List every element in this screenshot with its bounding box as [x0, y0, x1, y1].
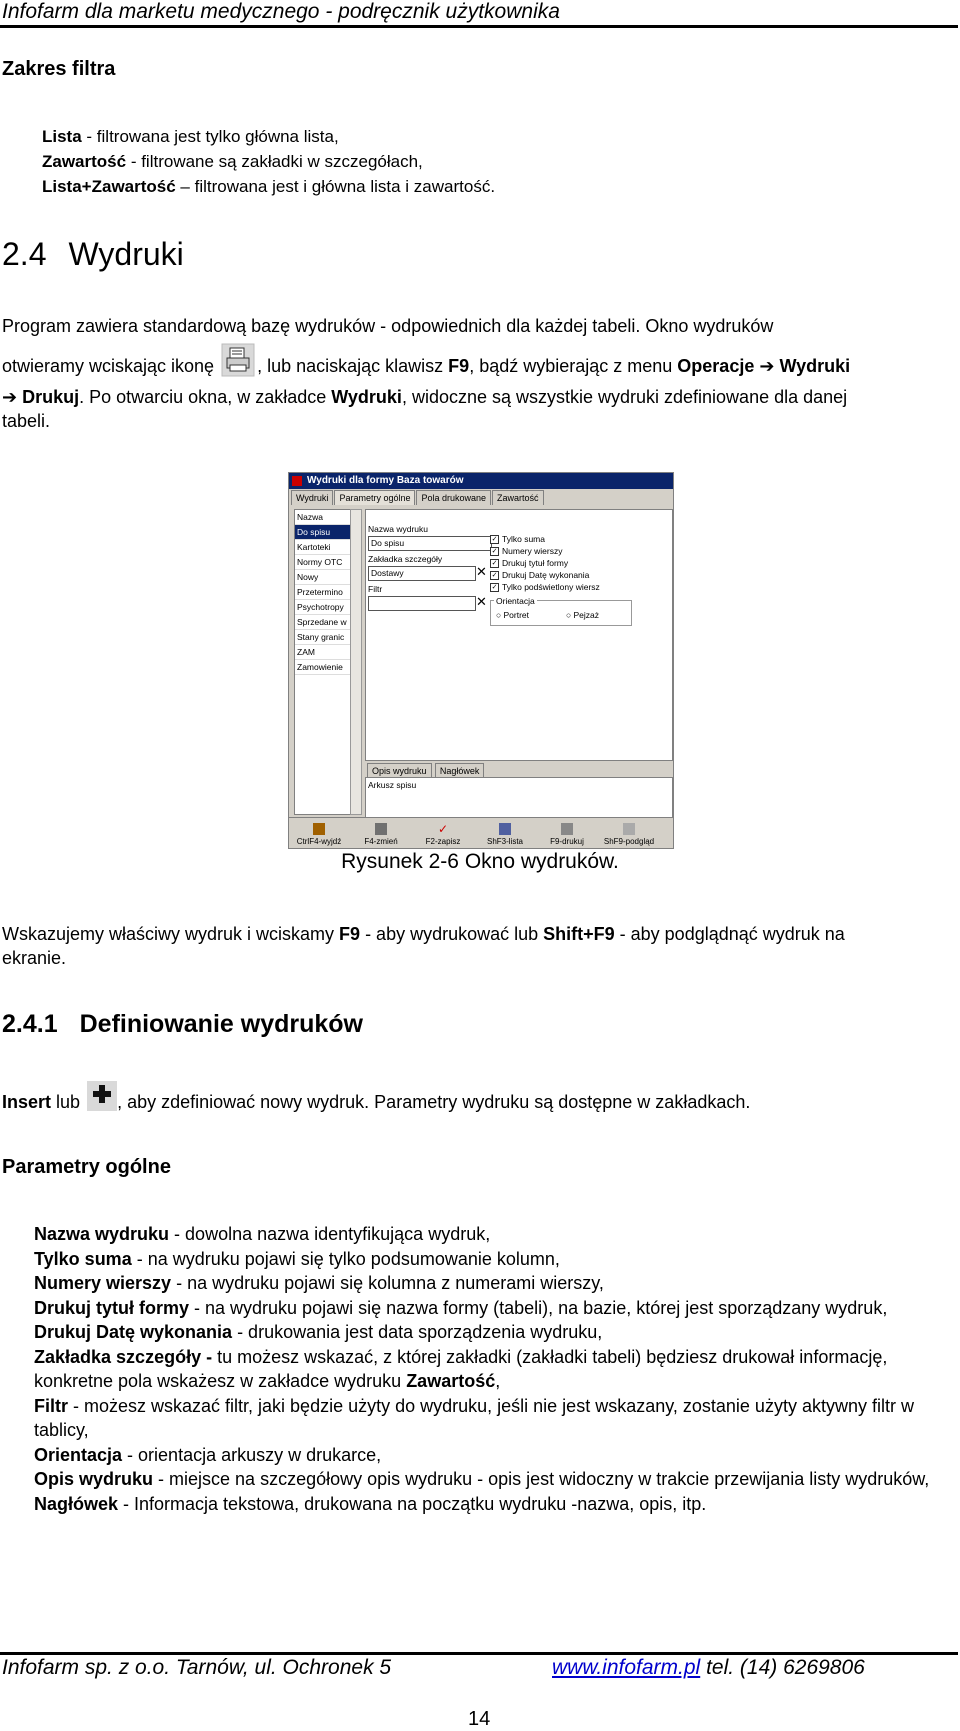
param-item: Zakładka szczegóły - tu możesz wskazać, z której zakładki (zakładki tabeli) będziesz drukował informację, konkretne pola wskażesz w zakładce wydruku Zawartość, [34, 1346, 888, 1391]
figure-caption: Rysunek 2-6 Okno wydruków. [341, 850, 619, 873]
section-title: Wydruki [68, 236, 184, 272]
filter-item [42, 149, 495, 174]
document-header: Infofarm dla marketu medycznego - podręcznik użytkownika [2, 0, 560, 23]
tab-opis[interactable]: Opis wydruku [367, 763, 432, 778]
preview-icon [623, 823, 635, 835]
filter-desc: – filtrowana jest i główna lista i zawartość. [175, 177, 496, 196]
filter-term: Lista+Zawartość [42, 177, 176, 196]
list-item[interactable]: Normy OTC [295, 555, 351, 570]
tab-zawartosc[interactable]: Zawartość [492, 490, 544, 505]
params-panel [365, 509, 673, 761]
save-button[interactable]: ✓ F2-zapisz [425, 822, 461, 846]
param-item: Orientacja - orientacja arkuszy w drukarce, [34, 1444, 382, 1465]
list-item[interactable]: ZAM [295, 645, 351, 660]
para-text: . Po otwarciu okna, w zakładce [79, 387, 332, 407]
param-item: Tylko suma - na wydruku pojawi się tylko podsumowanie kolumn, [34, 1248, 560, 1269]
desc-tabs [367, 763, 485, 778]
list-item[interactable]: Nowy [295, 570, 351, 585]
paragraph-line-2 [2, 350, 958, 382]
key-f9: F9 [448, 356, 470, 376]
filter-select[interactable] [368, 596, 476, 611]
param-item: Nazwa wydruku - dowolna nazwa identyfikująca wydruk, [34, 1224, 491, 1244]
window-title: Wydruki dla formy Baza towarów [307, 475, 464, 486]
preview-button[interactable]: ShF9-podgląd [603, 823, 655, 846]
window-titlebar [289, 473, 673, 489]
radio-pejzaz[interactable]: ○ Pejzaż [566, 610, 600, 620]
list-button[interactable]: ShF3-lista [479, 823, 531, 846]
menu-wydruki: Wydruki [779, 356, 851, 376]
para-text: , bądź wybierając z menu [469, 356, 678, 376]
list-item[interactable]: Kartoteki [295, 540, 351, 555]
param-item: Filtr - możesz wskazać filtr, jaki będzie użyty do wydruku, jeśli nie jest wskazany, zostanie użyty aktywny filtr w tablicy, [34, 1395, 914, 1440]
tab-wydruki: Wydruki [331, 387, 402, 407]
list-icon [499, 823, 511, 835]
list-item[interactable]: Zamowienie [295, 660, 351, 675]
filter-item [42, 124, 495, 149]
param-item: Drukuj Datę wykonania - drukowania jest data sporządzenia wydruku, [34, 1322, 603, 1342]
exit-button[interactable]: CtrlF4-wyjdź [293, 823, 345, 846]
list-item[interactable]: Do spisu [295, 525, 351, 540]
arrow-icon: ➔ [759, 356, 775, 376]
chk-tytul[interactable]: ✓ Drukuj tytuł formy [491, 558, 569, 568]
params-list [34, 1222, 934, 1516]
website-link[interactable]: www.infofarm.pl [552, 1656, 701, 1679]
name-label: Nazwa wydruku [368, 524, 428, 534]
section-number: 2.4 [2, 236, 47, 272]
para-text: , widoczne są wszystkie wydruki zdefiniowane dla danej [401, 387, 848, 407]
para-text: , lub naciskając klawisz [257, 356, 449, 376]
param-item: Nagłówek - Informacja tekstowa, drukowana na początku wydruku -nazwa, opis, itp. [34, 1493, 707, 1514]
footer-company: Infofarm sp. z o.o. Tarnów, ul. Ochronek 5 [2, 1656, 392, 1679]
filter-desc: - filtrowana jest tylko główna lista, [81, 127, 339, 146]
key-insert: Insert [2, 1092, 52, 1112]
arrow-icon: ➔ [2, 387, 18, 407]
filter-term: Lista [42, 127, 82, 146]
param-item: Opis wydruku - miejsce na szczegółowy opis wydruku - opis jest widoczny w trakcie przewijania listy wydruków, [34, 1469, 930, 1489]
filter-heading: Zakres filtra [2, 58, 116, 80]
filter-desc: - filtrowane są zakładki w szczegółach, [126, 152, 423, 171]
edit-button[interactable]: F4-zmień [355, 823, 407, 846]
button-bar [289, 817, 673, 848]
filter-list [42, 124, 495, 199]
chk-tylko-suma[interactable]: ✓ Tylko suma [491, 534, 545, 544]
printout-list[interactable] [294, 509, 352, 815]
page-number: 14 [468, 1708, 491, 1730]
list-item[interactable]: Sprzedane w [295, 615, 351, 630]
key-shift-f9: Shift+F9 [543, 924, 615, 944]
printer-icon[interactable] [221, 343, 255, 377]
key-f9: F9 [339, 924, 361, 944]
desc-area[interactable] [365, 777, 673, 819]
footer-phone: tel. (14) 6269806 [706, 1656, 865, 1679]
app-icon [292, 476, 302, 486]
section-heading-2-4 [2, 236, 184, 273]
paragraph-line-3 [2, 381, 960, 413]
filter-label: Filtr [368, 584, 383, 594]
header-rule [0, 25, 958, 28]
detail-select[interactable]: Dostawy [368, 566, 476, 581]
menu-drukuj: Drukuj [22, 387, 80, 407]
name-input[interactable]: Do spisu [368, 536, 492, 551]
filter-term: Zawartość [42, 152, 127, 171]
list-scrollbar[interactable] [350, 509, 362, 815]
paragraph-print: Wskazujemy właściwy wydruk i wciskamy F9 - aby wydrukować lub Shift+F9 - aby podglądnąć wydruk na [2, 924, 845, 944]
footer-contact [552, 1656, 865, 1680]
edit-icon [375, 823, 387, 835]
section-number: 2.4.1 [2, 1010, 58, 1038]
check-icon: ✓ [437, 822, 449, 836]
section-title: Definiowanie wydruków [79, 1010, 363, 1038]
para-text: otwieramy wciskając ikonę [2, 356, 215, 376]
footer-rule [0, 1652, 958, 1655]
clear-icon[interactable]: ✕ [476, 564, 487, 579]
plus-icon[interactable] [87, 1081, 117, 1111]
param-item: Drukuj tytuł formy - na wydruku pojawi się nazwa formy (tabeli), na bazie, której jest sporządzany wydruk, [34, 1297, 888, 1318]
clear-icon[interactable]: ✕ [476, 594, 487, 609]
tab-wydruki[interactable]: Wydruki [291, 490, 333, 505]
chk-data[interactable]: ✓ Drukuj Datę wykonania [491, 570, 590, 580]
list-item[interactable]: Stany granic [295, 630, 351, 645]
paragraph-line-1: Program zawiera standardową bazę wydruków - odpowiednich dla każdej tabeli. Okno wydruków [2, 316, 774, 336]
params-heading: Parametry ogólne [2, 1156, 171, 1178]
desc-value: Arkusz spisu [368, 780, 417, 790]
radio-portret[interactable]: ○ Portret [496, 610, 530, 620]
tab-parametry[interactable]: Parametry ogólne [334, 490, 415, 505]
paragraph-print-end: ekranie. [2, 948, 67, 968]
paragraph-insert: Insert lub , aby zdefiniować nowy wydruk. Parametry wydruku są dostępne w zakładkach. [2, 1086, 750, 1118]
printer-icon [561, 823, 573, 835]
paragraph-line-4: tabeli. [2, 411, 51, 431]
list-item[interactable]: Nazwa [295, 510, 351, 525]
tab-naglowek[interactable]: Nagłówek [435, 763, 485, 778]
print-button[interactable]: F9-drukuj [541, 823, 593, 846]
list-item[interactable]: Psychotropy [295, 600, 351, 615]
door-icon [313, 823, 325, 835]
printouts-window-screenshot [288, 472, 674, 849]
orientation-label: Orientacja [496, 596, 535, 606]
param-item: Numery wierszy - na wydruku pojawi się kolumna z numerami wierszy, [34, 1273, 604, 1293]
filter-item [42, 174, 495, 199]
list-item[interactable]: Przetermino [295, 585, 351, 600]
chk-numery[interactable]: ✓ Numery wierszy [491, 546, 563, 556]
tab-pola[interactable]: Pola drukowane [416, 490, 491, 505]
menu-operacje: Operacje [677, 356, 755, 376]
window-tabs [291, 490, 545, 506]
section-heading-2-4-1 [2, 1010, 363, 1039]
chk-podswietlony[interactable]: ✓ Tylko podświetlony wiersz [491, 582, 600, 592]
detail-label: Zakładka szczegóły [368, 554, 443, 564]
